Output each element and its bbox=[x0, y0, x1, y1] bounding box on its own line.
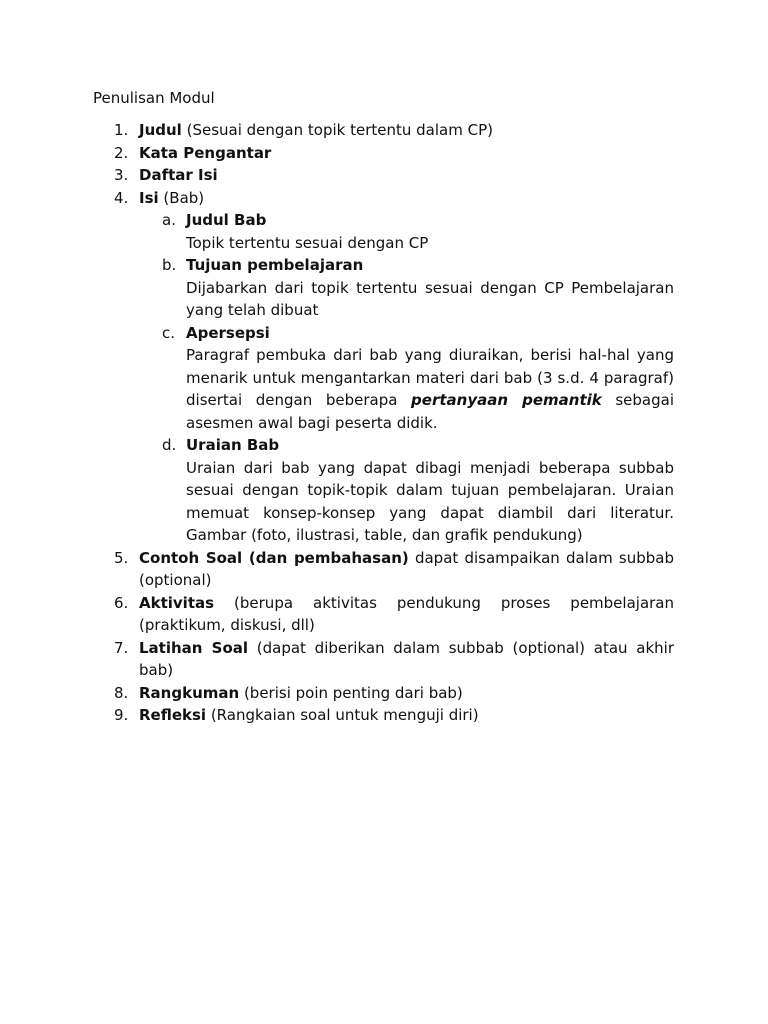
item-content bbox=[139, 119, 674, 142]
page-title: Penulisan Modul bbox=[93, 89, 215, 107]
item-content bbox=[139, 682, 674, 705]
item-number: 9. bbox=[114, 706, 129, 724]
item-content bbox=[139, 592, 674, 637]
list-item bbox=[93, 682, 674, 705]
item-text: (dapat diberikan dalam subbab (optional) atau akhir bab) bbox=[139, 638, 674, 679]
sub-item-letter: a. bbox=[162, 211, 176, 229]
sub-item-letter: b. bbox=[162, 256, 177, 274]
list-item bbox=[93, 592, 674, 637]
item-content bbox=[139, 704, 674, 727]
item-number: 1. bbox=[114, 121, 129, 139]
sub-item-description: Uraian dari bab yang dapat dibagi menjadi beberapa subbab sesuai dengan topik-topik dalam tujuan pembelajaran. Uraian memuat konsep-konsep yang dapat diambil dari literatur. Gambar (foto, ilustrasi, table, dan grafik pendukung) bbox=[186, 458, 674, 544]
item-heading: Kata Pengantar bbox=[139, 143, 272, 162]
item-number: 6. bbox=[114, 593, 129, 612]
sub-item-heading: Uraian Bab bbox=[186, 436, 280, 454]
item-heading: Contoh Soal (dan pembahasan) bbox=[139, 548, 409, 567]
sub-item-letter: c. bbox=[162, 323, 176, 342]
item-heading: Daftar Isi bbox=[139, 166, 218, 184]
list-item bbox=[93, 547, 674, 592]
sub-item-description: Dijabarkan dari topik tertentu sesuai dengan CP Pembelajaran yang telah dibuat bbox=[186, 278, 674, 319]
item-heading: Rangkuman bbox=[139, 683, 240, 702]
item-text: (berupa aktivitas pendukung proses pembelajaran (praktikum, diskusi, dll) bbox=[139, 593, 674, 634]
item-content bbox=[139, 142, 674, 165]
list-item bbox=[93, 119, 674, 142]
item-content bbox=[139, 547, 674, 592]
item-text: (berisi poin penting dari bab) bbox=[239, 683, 463, 702]
item-text: (Sesuai dengan topik tertentu dalam CP) bbox=[181, 121, 493, 139]
sub-item-heading: Judul Bab bbox=[186, 211, 267, 229]
item-number: 5. bbox=[114, 548, 129, 567]
item-content bbox=[139, 164, 674, 187]
sub-list-item bbox=[139, 209, 674, 254]
list-item bbox=[93, 142, 674, 165]
sub-list-item bbox=[139, 322, 674, 435]
list-item bbox=[93, 637, 674, 682]
item-heading: Isi bbox=[139, 188, 159, 207]
sub-item-description: Topik tertentu sesuai dengan CP bbox=[186, 233, 429, 252]
sub-item-heading: Apersepsi bbox=[186, 323, 270, 342]
sub-list-item bbox=[139, 434, 674, 547]
sub-list-item bbox=[139, 254, 674, 322]
item-content bbox=[139, 637, 674, 682]
emphasis-text: pertanyaan pemantik bbox=[411, 391, 602, 409]
list-item bbox=[93, 164, 674, 187]
item-content bbox=[139, 187, 674, 210]
item-number: 7. bbox=[114, 638, 129, 657]
item-number: 8. bbox=[114, 683, 129, 702]
item-heading: Aktivitas bbox=[139, 593, 215, 612]
sub-item-letter: d. bbox=[162, 436, 177, 454]
item-number: 4. bbox=[114, 188, 129, 207]
sub-list bbox=[139, 209, 674, 547]
list-item bbox=[93, 187, 674, 547]
sub-item-heading: Tujuan pembelajaran bbox=[186, 256, 364, 274]
sub-item-description: Paragraf pembuka dari bab yang diuraikan, berisi hal-hal yang menarik untuk mengantarkan materi dari bab (3 s.d. 4 paragraf) disertai dengan beberapa pertanyaan pemantik sebagai asesmen awal bagi peserta didik. bbox=[186, 346, 674, 432]
item-text: (Bab) bbox=[158, 188, 205, 207]
item-heading: Latihan Soal bbox=[139, 638, 249, 657]
item-text: (Rangkaian soal untuk menguji diri) bbox=[206, 706, 479, 724]
item-heading: Judul bbox=[139, 121, 182, 139]
item-number: 3. bbox=[114, 166, 129, 184]
module-outline-list bbox=[93, 119, 674, 727]
list-item bbox=[93, 704, 674, 727]
item-heading: Refleksi bbox=[139, 706, 207, 724]
item-number: 2. bbox=[114, 143, 129, 162]
item-text: dapat disampaikan dalam subbab (optional) bbox=[139, 548, 674, 589]
